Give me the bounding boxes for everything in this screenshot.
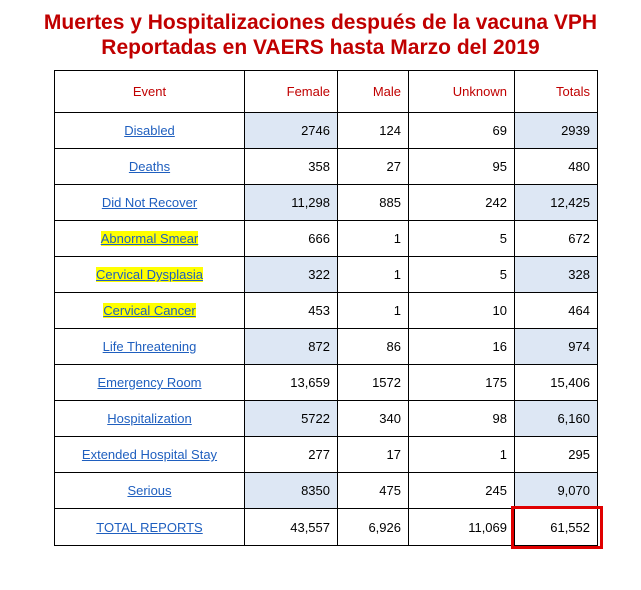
event-link[interactable]: Abnormal Smear (100, 231, 199, 246)
event-cell (55, 437, 245, 473)
page-title (0, 10, 641, 60)
event-cell (55, 185, 245, 221)
event-cell (55, 149, 245, 185)
male-cell: 17 (338, 437, 409, 473)
table-row (55, 257, 598, 293)
table-row (55, 401, 598, 437)
table-row (55, 221, 598, 257)
table-row (55, 473, 598, 509)
male-cell: 1 (338, 257, 409, 293)
table-row (55, 365, 598, 401)
totals-cell: 672 (515, 221, 598, 257)
event-cell (55, 401, 245, 437)
total-unknown-cell (409, 509, 515, 546)
header-female: Female (245, 71, 338, 113)
female-cell: 13,659 (245, 365, 338, 401)
table-row (55, 437, 598, 473)
unknown-cell: 69 (409, 113, 515, 149)
totals-cell: 974 (515, 329, 598, 365)
header-unknown: Unknown (409, 71, 515, 113)
total-female-value: 43,557 (290, 519, 330, 535)
male-cell: 124 (338, 113, 409, 149)
event-link[interactable]: Cervical Dysplasia (96, 267, 203, 282)
totals-cell: 480 (515, 149, 598, 185)
table-row (55, 149, 598, 185)
unknown-cell: 5 (409, 257, 515, 293)
male-cell: 475 (338, 473, 409, 509)
event-link[interactable]: Did Not Recover (101, 195, 198, 210)
totals-cell: 2939 (515, 113, 598, 149)
event-link[interactable]: Deaths (128, 159, 171, 174)
event-link[interactable]: Extended Hospital Stay (81, 447, 218, 462)
grand-total-highlight-box (511, 506, 603, 549)
female-cell: 322 (245, 257, 338, 293)
male-cell: 1 (338, 293, 409, 329)
female-cell: 453 (245, 293, 338, 329)
female-cell: 2746 (245, 113, 338, 149)
event-cell (55, 293, 245, 329)
event-link[interactable]: Disabled (124, 123, 175, 138)
header-male: Male (338, 71, 409, 113)
totals-cell: 9,070 (515, 473, 598, 509)
female-cell: 11,298 (245, 185, 338, 221)
total-male-cell (338, 509, 409, 546)
total-unknown-value: 11,069 (468, 519, 507, 535)
table-row (55, 185, 598, 221)
total-female-cell (245, 509, 338, 546)
totals-cell: 464 (515, 293, 598, 329)
totals-cell: 6,160 (515, 401, 598, 437)
male-cell: 86 (338, 329, 409, 365)
total-male-value: 6,926 (368, 519, 401, 535)
total-row (55, 509, 598, 546)
male-cell: 27 (338, 149, 409, 185)
event-link[interactable]: Serious (127, 483, 172, 498)
male-cell: 1 (338, 221, 409, 257)
total-totals-cell (515, 509, 598, 546)
unknown-cell: 175 (409, 365, 515, 401)
unknown-cell: 95 (409, 149, 515, 185)
total-totals-value: 61,552 (550, 519, 590, 535)
unknown-cell: 245 (409, 473, 515, 509)
event-cell (55, 365, 245, 401)
header-row (55, 71, 598, 113)
female-cell: 666 (245, 221, 338, 257)
total-reports-link[interactable]: TOTAL REPORTS (96, 519, 203, 535)
totals-cell: 12,425 (515, 185, 598, 221)
event-cell (55, 329, 245, 365)
totals-cell: 295 (515, 437, 598, 473)
totals-cell: 328 (515, 257, 598, 293)
male-cell: 885 (338, 185, 409, 221)
event-link[interactable]: Cervical Cancer (103, 303, 196, 318)
event-link[interactable]: Hospitalization (107, 411, 192, 426)
unknown-cell: 98 (409, 401, 515, 437)
event-cell (55, 257, 245, 293)
table-row (55, 113, 598, 149)
event-cell (55, 473, 245, 509)
male-cell: 1572 (338, 365, 409, 401)
header-event: Event (55, 71, 245, 113)
female-cell: 8350 (245, 473, 338, 509)
unknown-cell: 1 (409, 437, 515, 473)
female-cell: 5722 (245, 401, 338, 437)
unknown-cell: 242 (409, 185, 515, 221)
table-row (55, 329, 598, 365)
female-cell: 872 (245, 329, 338, 365)
event-cell (55, 113, 245, 149)
vaers-table (54, 70, 598, 546)
title-line-1: Muertes y Hospitalizaciones después de la vacuna VPH (43, 11, 598, 34)
unknown-cell: 16 (409, 329, 515, 365)
title-line-2: Reportadas en VAERS hasta Marzo del 2019 (101, 36, 540, 59)
table-row (55, 293, 598, 329)
totals-cell: 15,406 (515, 365, 598, 401)
event-link[interactable]: Emergency Room (97, 375, 202, 390)
female-cell: 358 (245, 149, 338, 185)
total-label-cell (55, 509, 245, 546)
unknown-cell: 5 (409, 221, 515, 257)
female-cell: 277 (245, 437, 338, 473)
header-totals: Totals (515, 71, 598, 113)
event-cell (55, 221, 245, 257)
male-cell: 340 (338, 401, 409, 437)
event-link[interactable]: Life Threatening (102, 339, 197, 354)
unknown-cell: 10 (409, 293, 515, 329)
table-body (55, 113, 598, 546)
